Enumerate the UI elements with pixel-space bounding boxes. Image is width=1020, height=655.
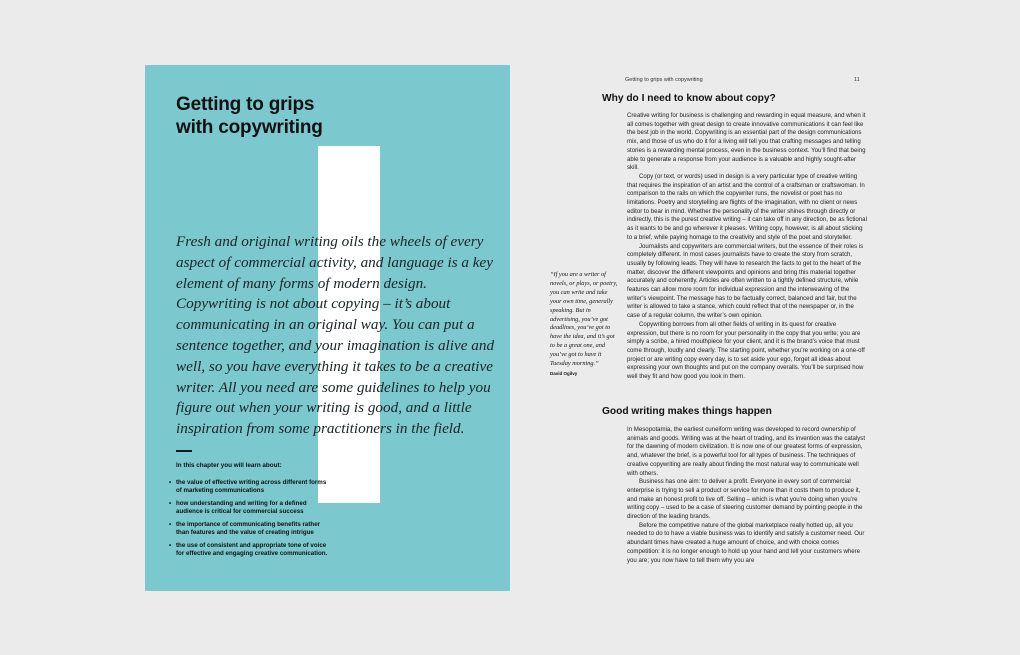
bullet-icon: •: [169, 520, 172, 528]
paragraph: Journalists and copywriters are commercial writers, but the essence of their roles is completely different. In most cases journalists have to create the story from scratch, usually by following leads. They will have to research the facts to get to the heart of the matter, discover the different viewpoints and opinions and bring this material together accurately and coherently. Articles are often written to a tightly defined structure, while features can allow more room for individual expression and the interweaving of the writer’s viewpoint. The message has to be factually correct, balanced and fair, but the writer is allowed to take a stance, which could reflect that of the newspaper or, in the case of a regular column, the writer’s own opinion.: [627, 242, 864, 320]
pull-quote-text: “If you are a writer of novels, or plays, or poetry, you can write and take your own time, generally speaking. But in advertising, you’ve got deadlines, you’ve got to have the idea, and it’s got to be a great one, and you’ve got to have it Tuesday morning.”: [550, 271, 618, 368]
paragraph: Before the competitive nature of the global marketplace really hotted up, all you needed to do to have a viable business was to identify and satisfy a customer need. Our abundant times have created a huge amount of choice, and with choice comes competition: it is no longer enough to hold up your hand and tell your customers where you are; you now have to tell them why you are: [627, 521, 865, 564]
right-page-body: [520, 65, 875, 591]
learn-item: • the value of effective writing across different forms of marketing communications: [169, 479, 327, 495]
learn-item: • the use of consistent and appropriate tone of voice for effective and engaging creative communication.: [169, 541, 328, 557]
chapter-intro: Fresh and original writing oils the wheels of every aspect of commercial activity, and language is a key element of many forms of modern design. Copywriting is not about copying – it’s about communicating in an original way. You can put a sentence together, and your imagination is alive and well, so you have everything it takes to be a creative writer. All you need are some guidelines to help you figure out when your writing is good, and a little inspiration from some practitioners in the field.: [176, 233, 495, 438]
section-body-good-writing: [627, 426, 867, 565]
pull-quote-author: David Ogilvy: [550, 370, 578, 376]
chapter-title: [176, 93, 323, 139]
bullet-icon: •: [169, 541, 172, 549]
page-number: 11: [854, 77, 860, 83]
bullet-icon: •: [169, 499, 172, 507]
learn-heading: In this chapter you will learn about:: [176, 462, 282, 469]
divider-rule: [176, 450, 192, 452]
learn-list: [169, 479, 329, 563]
paragraph: Business has one aim: to deliver a profit. Everyone in every sort of commercial enterprise is trying to sell a product or service for more than it costs them to produce it, and make an honest profit to live off. Selling – which is what you’re doing when you’re writing copy – used to be a case of steering customer demand by pointing people in the direction of the leading brands.: [627, 478, 863, 521]
section-body-why-copy: [627, 112, 867, 382]
section-heading-why-copy: Why do I need to know about copy?: [602, 93, 776, 104]
paragraph: Copy (or text, or words) used in design is a very particular type of creative writing that requires the inspiration of an artist and the control of a craftsman or craftswoman. In comparison to the rails on which the copywriter runs, the novelist or poet has no limitations. Poetry and storytelling are flights of the imagination, with no client or news editor to bear in mind. Whether the personality of the writer shines through directly or indirectly, this is the purest creative writing – it can take off in any direction, be as fictional as it wants to be and go wherever it pleases. Writing copy, however, is all about sticking to a brief, while paying homage to the creativity and style of the poet and storyteller.: [627, 172, 867, 241]
learn-item: • how understanding and writing for a defined audience is critical for commercial success: [169, 499, 307, 516]
running-head: Getting to grips with copywriting: [625, 77, 703, 83]
paragraph: Creative writing for business is challenging and rewarding in equal measure, and when it all comes together with great design to create innovative communications it can feel like the best job in the world. Copywriting is an essential part of the design communications mix, and those of us who do it for a living will tell you that crafting messages and telling stories is a rewarding mental process, even in the business context. You’ll find that being able to generate a response from your audience is a valuable and highly sought-after skill.: [627, 112, 866, 172]
bullet-icon: •: [169, 479, 172, 486]
paragraph: In Mesopotamia, the earliest cuneiform writing was developed to record ownership of animals and goods. Writing was at the heart of trading, and its invention was the catalyst for the dawning of modern civilization. It is now one of our greatest forms of expression, and, whatever the brief, is a powerful tool for all types of business. The techniques of creative copywriting are really about finding the most natural way to communicate well with others.: [627, 426, 866, 477]
section-heading-good-writing: Good writing makes things happen: [602, 406, 772, 417]
chapter-title-line1: Getting to grips: [176, 94, 315, 115]
learn-item: • the importance of communicating benefits rather than features and the value of creating intrigue: [169, 520, 321, 537]
chapter-title-line2: with copywriting: [176, 117, 323, 138]
left-page-chapter-opener: [145, 65, 510, 591]
pull-quote: [550, 271, 618, 379]
paragraph: Copywriting borrows from all other fields of writing in its quest for creative expression, but there is no room for your personality in the copy that you write; you are simply a scribe, a hired mouthpiece for your client, and it is the brand’s voice that must come through, loudly and clearly. The starting point, whether you’re working on a one-off project or are writing copy every day, is to set aside your ego, forget all ideas about expressing your own thoughts and put on the company overalls. You’ll be surprised how well they fit and how good you look in them.: [627, 320, 865, 381]
